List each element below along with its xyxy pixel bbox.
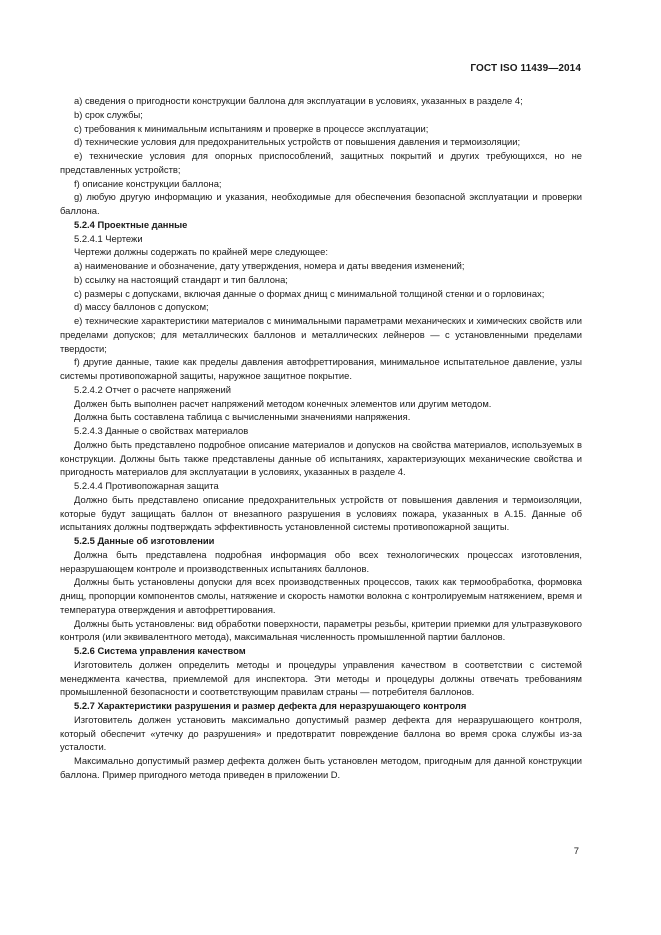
paragraph: Максимально допустимый размер дефекта должен быть установлен методом, пригодным для данной конструкции баллона. Пример пригодного метода приведен в приложении D. xyxy=(60,755,582,780)
section-heading-5-2-7: 5.2.7 Характеристики разрушения и размер дефекта для неразрушающего контроля xyxy=(74,700,467,711)
paragraph: Должна быть представлена подробная информация обо всех технологических процессах изготовления, неразрушающем контроле и производственных испытаниях баллонов. xyxy=(60,548,582,574)
paragraph: Должен быть выполнен расчет напряжений методом конечных элементов или другим методом. xyxy=(74,397,492,409)
paragraph: Должно быть представлено описание предохранительных устройств от повышения давления и термоизоляции, которые будут защищать баллон от внезапного разрушения в условиях пожара, указанных в А.15. Данные об испытаниях должны подтверждать эффективность установленной системы противопожарной защиты. xyxy=(60,493,582,533)
paragraph: Должно быть представлено подробное описание материалов и допусков на свойства материалов, используемых в конструкции. Должны быть также представлены данные об испытаниях, характеризующих механические свойства и пригодность материалов для эксплуатации в условиях, указанных в разделе 4. xyxy=(60,438,582,478)
list-item-a: a) наименование и обозначение, дату утверждения, номера и даты введения изменений; xyxy=(74,260,465,271)
page-number: 7 xyxy=(573,846,579,857)
list-item-d: d) массу баллонов с допуском; xyxy=(74,301,209,313)
section-heading-5-2-4: 5.2.4 Проектные данные xyxy=(74,218,188,230)
paragraph: Чертежи должны содержать по крайней мере следующее: xyxy=(74,246,328,258)
subsection-title-5-2-4-4: 5.2.4.4 Противопожарная защита xyxy=(74,480,219,491)
section-heading-5-2-5: 5.2.5 Данные об изготовлении xyxy=(74,535,215,546)
paragraph: Изготовитель должен определить методы и процедуры управления качеством в соответствии с системой менеджмента качества, приемлемой для инспектора. Эти методы и процедуры должны отвечать требованиям промышленной безопасности и соответствующим правилам страны — потребителя баллонов. xyxy=(60,658,582,698)
list-item-e: e) технические характеристики материалов с минимальными параметрами механических и химических свойств или пределами допусков; для металлических баллонов и металлических лейнеров — с установленными пределами твердости; xyxy=(60,315,582,354)
list-item-b: b) ссылку на настоящий стандарт и тип баллона; xyxy=(74,273,288,285)
list-item-g: g) любую другую информацию и указания, необходимые для обеспечения безопасной эксплуатации и проверки баллона. xyxy=(60,191,582,216)
subsection-title-5-2-4-2: 5.2.4.2 Отчет о расчете напряжений xyxy=(74,383,231,395)
paragraph: Должны быть установлены: вид обработки поверхности, параметры резьбы, критерии приемки для ультразвукового контроля (или эквивалентного метода), максимальная численность промышленной партии баллонов. xyxy=(60,617,582,643)
list-item-f: f) другие данные, такие как пределы давления автофреттирования, минимальное испытательное давление, узлы системы противопожарной защиты, наружное защитное покрытие. xyxy=(60,356,582,381)
list-item-d: d) технические условия для предохранительных устройств от повышения давления и термоизоляции; xyxy=(74,136,521,148)
list-item-f: f) описание конструкции баллона; xyxy=(74,177,222,189)
list-item-e: e) технические условия для опорных приспособлений, защитных покрытий и других требующихся, но не представленных устройств; xyxy=(60,150,582,175)
paragraph: Должны быть установлены допуски для всех производственных процессов, таких как термообработка, формовка днищ, пропорции компонентов смолы, натяжение и скорость намотки волокна с контролируемым натяжением, время и температура отверждения и автофреттирования. xyxy=(60,576,582,615)
subsection-title-5-2-4-1: 5.2.4.1 Чертежи xyxy=(74,232,143,244)
list-item-a: a) сведения о пригодности конструкции баллона для эксплуатации в условиях, указанных в разделе 4; xyxy=(74,95,523,106)
list-item-c: c) требования к минимальным испытаниям и проверке в процессе эксплуатации; xyxy=(74,122,429,134)
list-item-c: c) размеры с допусками, включая данные о формах днищ с минимальной толщиной стенки и о горловинах; xyxy=(74,287,545,299)
subsection-title-5-2-4-3: 5.2.4.3 Данные о свойствах материалов xyxy=(74,425,249,436)
paragraph: Должна быть составлена таблица с вычисленными значениями напряжения. xyxy=(74,411,411,423)
document-header: ГОСТ ISO 11439—2014 xyxy=(470,63,581,74)
document-body xyxy=(60,94,582,782)
list-item-b: b) срок службы; xyxy=(74,108,143,120)
section-heading-5-2-6: 5.2.6 Система управления качеством xyxy=(74,645,246,656)
paragraph: Изготовитель должен установить максимально допустимый размер дефекта для неразрушающего контроля, который обеспечит «утечку до разрушения» и предотвратит повреждение баллона во время срока службы из-за усталости. xyxy=(60,713,582,753)
